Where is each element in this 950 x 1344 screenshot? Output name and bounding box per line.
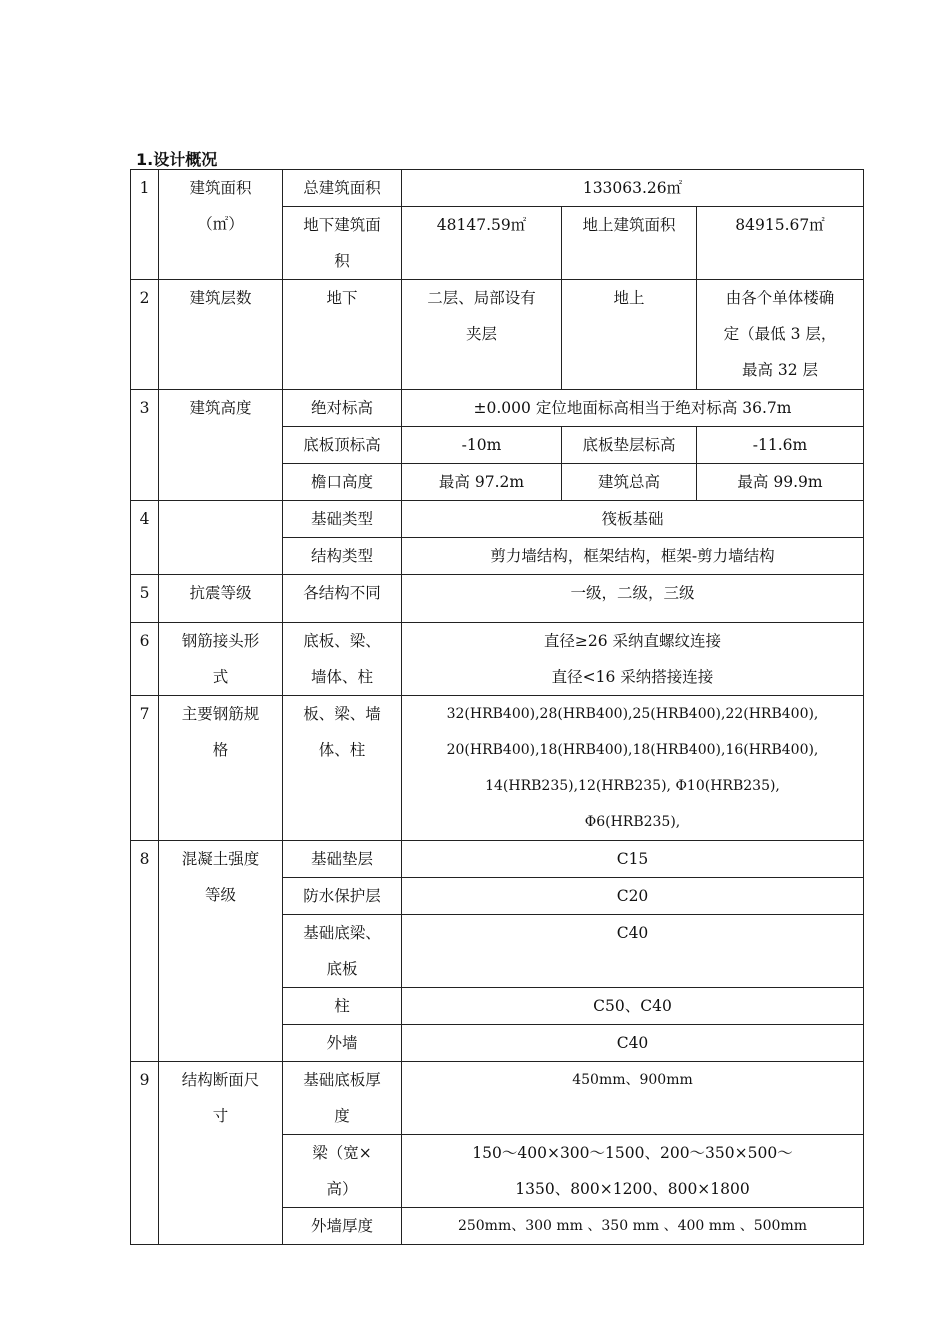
subcategory-cell: 基础类型 xyxy=(283,501,402,538)
subcategory-cell: 绝对标高 xyxy=(283,390,402,427)
subcategory-cell: 梁（宽× 高） xyxy=(283,1135,402,1208)
subcategory-cell: 总建筑面积 xyxy=(283,170,402,207)
subcategory-cell: 基础垫层 xyxy=(283,841,402,878)
row-number: 6 xyxy=(131,623,159,696)
subcategory-cell: 檐口高度 xyxy=(283,464,402,501)
value-cell: 由各个单体楼确 定（最低 3 层， 最高 32 层 xyxy=(697,280,864,390)
subcategory-cell: 基础底梁、 底板 xyxy=(283,915,402,988)
subcategory-cell: 外墙厚度 xyxy=(283,1208,402,1245)
subcategory-cell: 底板顶标高 xyxy=(283,427,402,464)
row-number: 1 xyxy=(131,170,159,280)
subcategory-cell: 结构类型 xyxy=(283,538,402,575)
subcategory-cell: 各结构不同 xyxy=(283,575,402,623)
value-cell: 剪力墙结构，框架结构，框架-剪力墙结构 xyxy=(402,538,864,575)
subcategory-cell: 底板垫层标高 xyxy=(562,427,697,464)
subcategory-cell: 底板、梁、 墙体、柱 xyxy=(283,623,402,696)
subcategory-cell: 外墙 xyxy=(283,1025,402,1062)
subcategory-cell: 板、梁、墙 体、柱 xyxy=(283,696,402,841)
value-cell: C40 xyxy=(402,915,864,988)
row-number: 9 xyxy=(131,1062,159,1245)
subcategory-cell: 地下 xyxy=(283,280,402,390)
table-row xyxy=(131,501,864,538)
row-number: 3 xyxy=(131,390,159,501)
value-cell: 450mm、900mm xyxy=(402,1062,864,1135)
value-cell: 133063.26㎡ xyxy=(402,170,864,207)
design-overview-table xyxy=(130,169,864,1245)
value-cell: 84915.67㎡ xyxy=(697,207,864,280)
category-cell: 建筑面积 （㎡） xyxy=(159,170,283,280)
row-number: 4 xyxy=(131,501,159,575)
row-number: 5 xyxy=(131,575,159,623)
section-heading: 1.设计概况 xyxy=(136,150,218,169)
category-cell: 建筑层数 xyxy=(159,280,283,390)
table-row xyxy=(131,696,864,841)
value-cell: ±0.000 定位地面标高相当于绝对标高 36.7m xyxy=(402,390,864,427)
value-cell: 最高 99.9m xyxy=(697,464,864,501)
value-cell: C20 xyxy=(402,878,864,915)
value-cell: 32(HRB400),28(HRB400),25(HRB400),22(HRB400), 20(HRB400),18(HRB400),18(HRB400),16(HRB400), 14(HRB235),12(HRB235), Φ10(HRB235), Φ6(HRB235), xyxy=(402,696,864,841)
subcategory-cell: 防水保护层 xyxy=(283,878,402,915)
subcategory-cell: 地下建筑面 积 xyxy=(283,207,402,280)
category-cell xyxy=(159,501,283,575)
subcategory-cell: 地上 xyxy=(562,280,697,390)
subcategory-cell: 柱 xyxy=(283,988,402,1025)
table-row xyxy=(131,390,864,427)
subcategory-cell: 基础底板厚 度 xyxy=(283,1062,402,1135)
table-row xyxy=(131,623,864,696)
row-number: 8 xyxy=(131,841,159,1062)
table-row xyxy=(131,575,864,623)
subcategory-cell: 建筑总高 xyxy=(562,464,697,501)
value-cell: 直径≥26 采纳直螺纹连接 直径<16 采纳搭接连接 xyxy=(402,623,864,696)
value-cell: C15 xyxy=(402,841,864,878)
table-row xyxy=(131,841,864,878)
subcategory-cell: 地上建筑面积 xyxy=(562,207,697,280)
value-cell: 48147.59㎡ xyxy=(402,207,562,280)
category-cell: 混凝土强度 等级 xyxy=(159,841,283,1062)
category-cell: 建筑高度 xyxy=(159,390,283,501)
value-cell: -11.6m xyxy=(697,427,864,464)
category-cell: 抗震等级 xyxy=(159,575,283,623)
table-row xyxy=(131,1062,864,1135)
value-cell: 一级，二级，三级 xyxy=(402,575,864,623)
table-row xyxy=(131,280,864,390)
category-cell: 主要钢筋规 格 xyxy=(159,696,283,841)
value-cell: 二层、局部设有 夹层 xyxy=(402,280,562,390)
value-cell: 筏板基础 xyxy=(402,501,864,538)
value-cell: -10m xyxy=(402,427,562,464)
value-cell: 最高 97.2m xyxy=(402,464,562,501)
value-cell: 150～400×300～1500、200～350×500～ 1350、800×1200、800×1800 xyxy=(402,1135,864,1208)
category-cell: 结构断面尺 寸 xyxy=(159,1062,283,1245)
value-cell: 250mm、300 mm 、350 mm 、400 mm 、500mm xyxy=(402,1208,864,1245)
value-cell: C40 xyxy=(402,1025,864,1062)
value-cell: C50、C40 xyxy=(402,988,864,1025)
table-row xyxy=(131,170,864,207)
row-number: 7 xyxy=(131,696,159,841)
row-number: 2 xyxy=(131,280,159,390)
category-cell: 钢筋接头形 式 xyxy=(159,623,283,696)
